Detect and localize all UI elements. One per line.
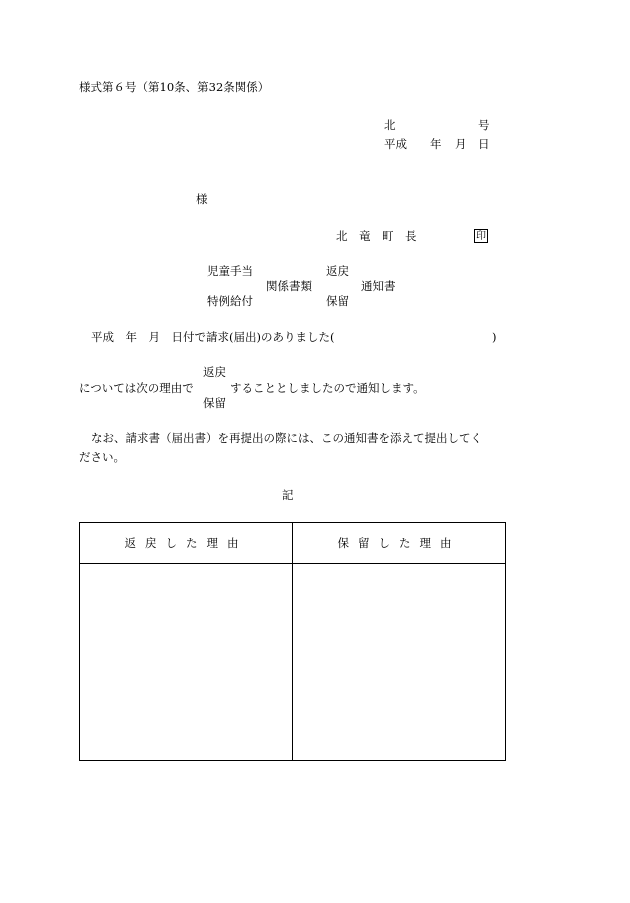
header-hold-reason: 保留した理由 xyxy=(293,523,506,564)
date-day: 日 xyxy=(478,137,490,151)
date-year: 年 xyxy=(430,137,442,151)
doc-number-suffix: 号 xyxy=(478,118,490,132)
date-month: 月 xyxy=(455,137,467,151)
header-return-reason: 返戻した理由 xyxy=(80,523,293,564)
subject-line2-right: 通知書 xyxy=(361,279,396,293)
seal-box xyxy=(474,229,488,243)
date-era: 平成 xyxy=(384,137,407,151)
subject-line3-left: 特例給付 xyxy=(207,294,253,308)
subject-line2-left: 関係書類 xyxy=(266,279,312,293)
body-paragraph-2-end: することとしましたので通知します。 xyxy=(230,381,425,395)
body-paragraph-1-close: ) xyxy=(492,330,497,344)
body-paragraph-3-line-1: なお、請求書（届出書）を再提出の際には、この通知書を添えて提出してく xyxy=(91,431,482,445)
body-option-hold: 保留 xyxy=(203,396,226,410)
form-number: 様式第６号（第10条、第32条関係） xyxy=(79,80,270,94)
body-option-return: 返戻 xyxy=(203,365,226,379)
issuer-name: 北 竜 町 長 xyxy=(336,229,417,243)
cell-return-reason xyxy=(80,564,293,761)
subject-line3-right: 保留 xyxy=(326,294,349,308)
body-paragraph-3-line-2: ださい。 xyxy=(79,450,125,464)
body-paragraph-2-start: については次の理由で xyxy=(79,381,194,395)
doc-number-prefix: 北 xyxy=(384,118,396,132)
ki-heading: 記 xyxy=(282,488,294,502)
addressee-honorific: 様 xyxy=(196,192,208,206)
subject-line1-left: 児童手当 xyxy=(207,264,253,278)
subject-line1-right: 返戻 xyxy=(326,264,349,278)
cell-hold-reason xyxy=(293,564,506,761)
reasons-table xyxy=(79,522,506,761)
seal-label: 印 xyxy=(476,231,486,242)
body-paragraph-1: 平成 年 月 日付で請求(届出)のありました( xyxy=(91,330,335,344)
